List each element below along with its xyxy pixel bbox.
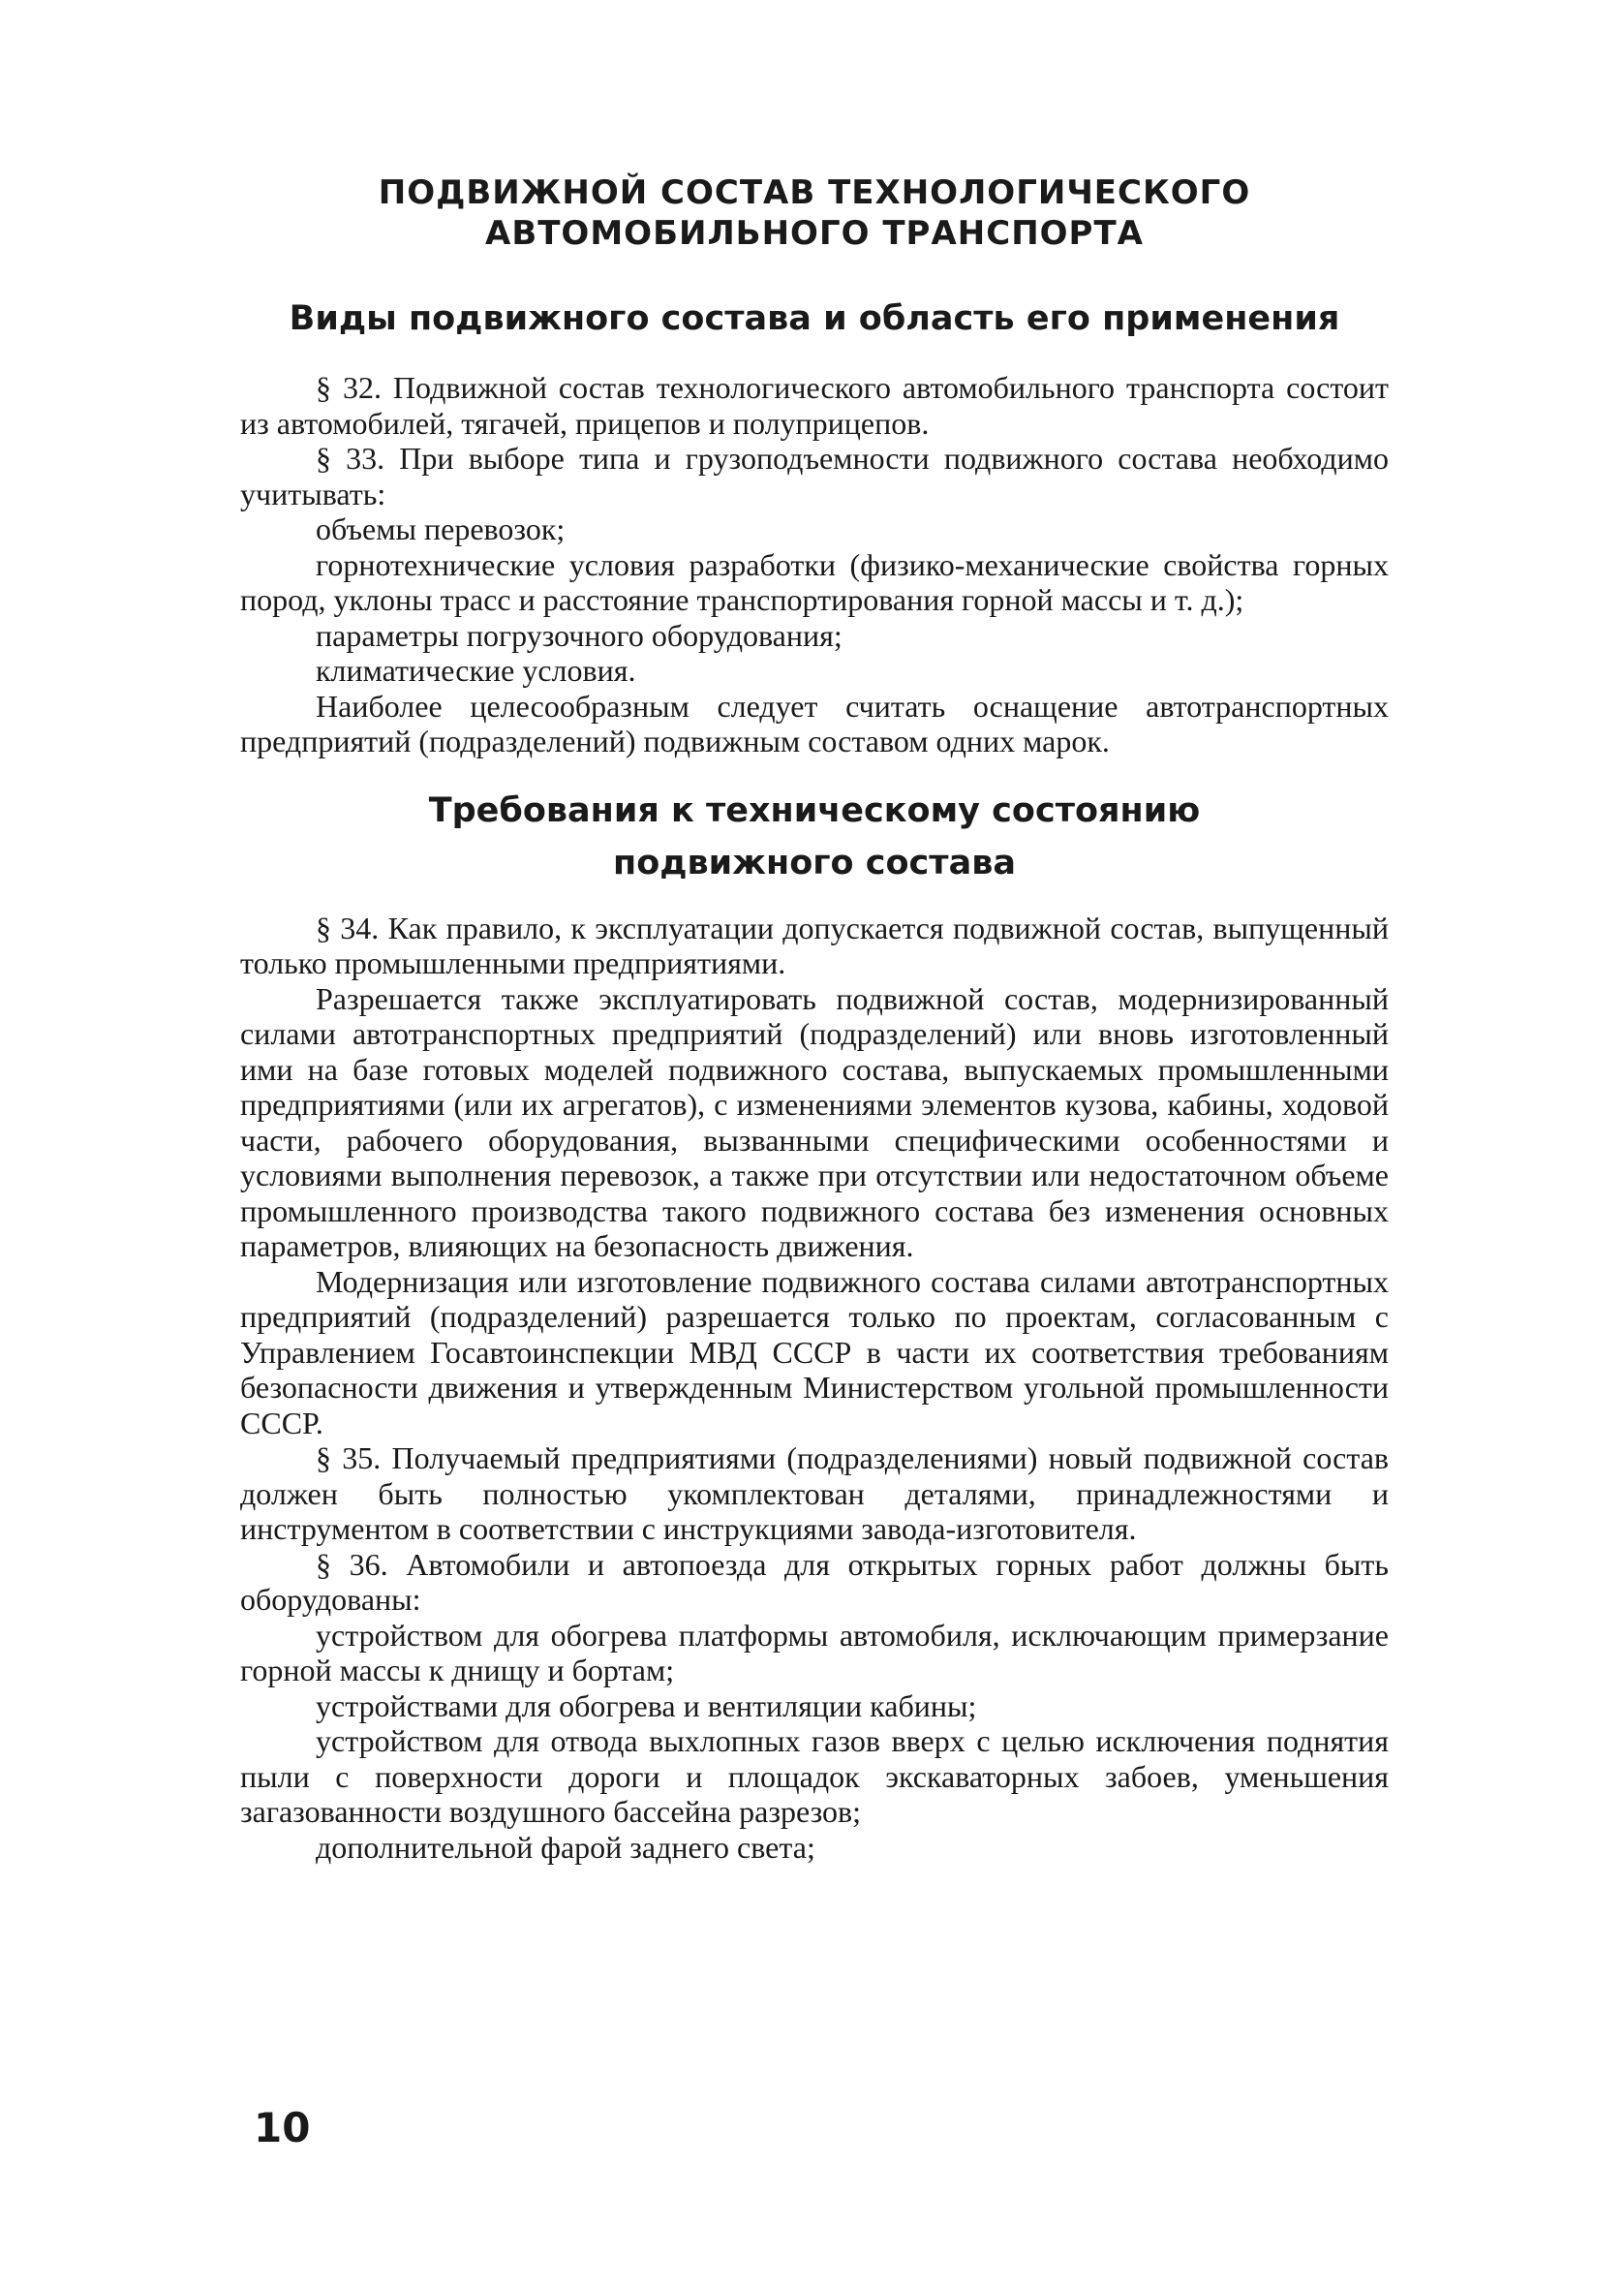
list-item-mining-conditions: горнотехнические условия разработки (физико-механические свойства горных пород, уклоны трасс и расстояние транспортирования горной массы и т. д.);	[240, 546, 1389, 617]
paragraph-recommendation: Наиболее целесообразным следует считать оснащение автотранспортных предприятий (подразделений) подвижным составом одних марок.	[240, 688, 1389, 758]
paragraph-modernization-projects: Модернизация или изготовление подвижного состава силами автотранспортных предприятий (подразделений) разрешается только по проектам, согласованным с Управлением Госавтоинспекции МВД СССР в части их соответствия требованиям безопасности движения и утвержденным Министерством угольной промышленности СССР.	[240, 1263, 1389, 1440]
section-2-title-line-2: подвижного состава	[613, 843, 1016, 882]
section-1-body	[240, 370, 1389, 759]
paragraph-modernization-allowed: Разрешается также эксплуатировать подвижной состав, модернизированный силами автотранспортных предприятий (подразделений) или вновь изготовленный ими на базе готовых моделей подвижного состава, выпускаемых промышленными предприятиями (или их агрегатов), с изменениями элементов кузова, кабины, ходовой части, рабочего оборудования, вызванными специфическими особенностями и условиями выполнения перевозок, а также при отсутствии или недостаточном объеме промышленного производства такого подвижного состава без изменения основных параметров, влияющих на безопасность движения.	[240, 980, 1389, 1263]
paragraph-33: § 33. При выборе типа и грузоподъемности подвижного состава необходимо учитывать:	[240, 441, 1389, 511]
chapter-title-line-1: ПОДВИЖНОЙ СОСТАВ ТЕХНОЛОГИЧЕСКОГО	[378, 173, 1251, 212]
paragraph-34: § 34. Как правило, к эксплуатации допускается подвижной состав, выпущенный только промышленными предприятиями.	[240, 910, 1389, 980]
section-2-title	[240, 785, 1389, 889]
document-page	[240, 0, 1389, 1865]
paragraph-32: § 32. Подвижной состав технологического автомобильного транспорта состоит из автомобилей, тягачей, прицепов и полуприцепов.	[240, 370, 1389, 441]
page-number: 10	[254, 2104, 311, 2151]
section-2-title-line-1: Требования к техническому состоянию	[428, 790, 1201, 830]
list-item-volumes: объемы перевозок;	[316, 511, 566, 546]
paragraph-36: § 36. Автомобили и автопоезда для открытых горных работ должны быть оборудованы:	[240, 1546, 1389, 1617]
section-1-title: Виды подвижного состава и область его применения	[289, 299, 1340, 338]
list-item-platform-heating: устройством для обогрева платформы автомобиля, исключающим примерзание горной массы к днищу и бортам;	[240, 1617, 1389, 1687]
list-item-loading-equipment: параметры погрузочного оборудования;	[316, 617, 843, 653]
list-item-rear-light: дополнительной фарой заднего света;	[316, 1829, 815, 1865]
list-item-exhaust: устройством для отвода выхлопных газов вверх с целью исключения поднятия пыли с поверхности дороги и площадок экскаваторных забоев, уменьшения загазованности воздушного бассейна разрезов;	[240, 1723, 1389, 1829]
section-2-body	[240, 911, 1389, 1866]
chapter-title	[240, 172, 1389, 254]
list-item-climate: климатические условия.	[316, 653, 636, 688]
chapter-title-line-2: АВТОМОБИЛЬНОГО ТРАНСПОРТА	[485, 214, 1144, 253]
paragraph-35: § 35. Получаемый предприятиями (подразделениями) новый подвижной состав должен быть полностью укомплектован деталями, принадлежностями и инструментом в соответствии с инструкциями завода-изготовителя.	[240, 1440, 1389, 1546]
list-item-cabin-heating: устройствами для обогрева и вентиляции кабины;	[316, 1687, 977, 1723]
